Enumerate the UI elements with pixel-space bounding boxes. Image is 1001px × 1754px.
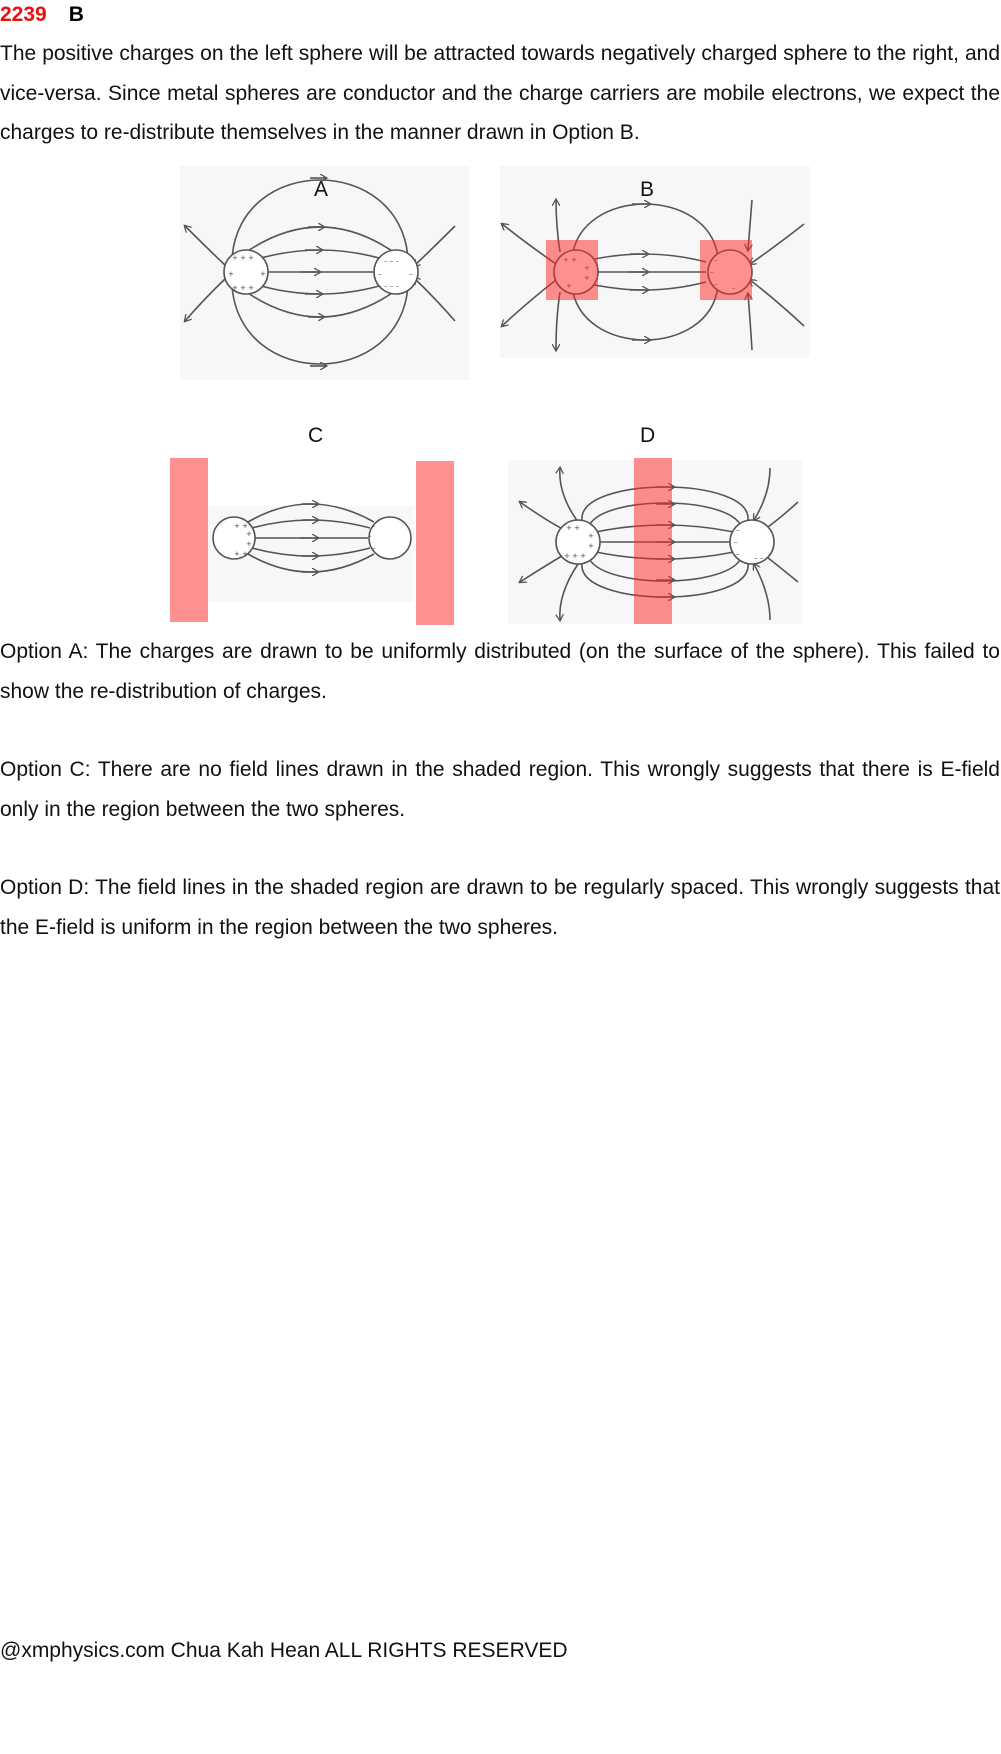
shaded-region-right bbox=[700, 240, 752, 300]
svg-text:+: + bbox=[228, 270, 234, 278]
svg-text:+ + +: + + + bbox=[564, 552, 587, 560]
svg-text:+: + bbox=[588, 532, 594, 540]
figure-option-d bbox=[508, 424, 802, 624]
svg-text:–: – bbox=[736, 550, 740, 558]
intro-paragraph: The positive charges on the left sphere will be attracted towards negatively charged sphere to the right, and vice-versa. Since metal spheres are conductor and the charge carriers are mobile electrons, we expect the charges to re-distribute themselves in the manner drawn in Option B. bbox=[0, 42, 1000, 144]
svg-text:– –: – – bbox=[754, 554, 764, 562]
svg-text:– – –: – – – bbox=[384, 257, 399, 265]
svg-text:–: – bbox=[378, 270, 382, 278]
explanation-option-a: Option A: The charges are drawn to be uniformly distributed (on the surface of the sphere). This failed to show the re-distribution of charges. bbox=[0, 640, 1000, 703]
field-diagram-c bbox=[168, 424, 454, 620]
figure-option-c bbox=[168, 424, 454, 620]
svg-text:–: – bbox=[368, 532, 372, 540]
question-header bbox=[0, 2, 84, 28]
figure-option-a bbox=[180, 166, 470, 380]
figure-label-d: D bbox=[640, 424, 656, 447]
svg-text:+ +: + + bbox=[234, 522, 248, 530]
svg-text:+: + bbox=[588, 542, 594, 550]
explanation-option-d: Option D: The field lines in the shaded region are drawn to be regularly spaced. This wrongly suggests that the E-field is uniform in the region between the two spheres. bbox=[0, 876, 1000, 939]
svg-text:–: – bbox=[372, 544, 376, 552]
svg-text:– – –: – – – bbox=[384, 282, 399, 290]
shaded-region-left bbox=[546, 240, 598, 300]
svg-text:–: – bbox=[372, 522, 376, 530]
figure-label-a: A bbox=[314, 178, 329, 201]
explanation-option-c: Option C: There are no field lines drawn in the shaded region. This wrongly suggests that there is E-field only in the region between the two spheres. bbox=[0, 758, 1000, 821]
figure-label-c: C bbox=[308, 424, 324, 447]
shaded-region-right bbox=[416, 461, 454, 625]
field-diagram-d bbox=[508, 424, 802, 624]
svg-text:–: – bbox=[734, 538, 738, 546]
figure-label-b: B bbox=[640, 178, 655, 201]
svg-text:+ + +: + + + bbox=[232, 254, 255, 262]
svg-text:+: + bbox=[246, 540, 252, 548]
svg-text:+: + bbox=[260, 270, 266, 278]
svg-text:+ +: + + bbox=[566, 524, 580, 532]
copyright-footer: @xmphysics.com Chua Kah Hean ALL RIGHTS RESERVED bbox=[0, 1639, 568, 1662]
shaded-region-middle bbox=[634, 458, 672, 624]
field-diagram-b bbox=[500, 166, 810, 358]
shaded-region-left bbox=[170, 458, 208, 622]
svg-text:+ + +: + + + bbox=[232, 284, 255, 292]
answer-letter: B bbox=[68, 3, 84, 26]
figure-option-b bbox=[500, 166, 810, 358]
question-number: 2239 bbox=[0, 3, 47, 26]
svg-text:+ +: + + bbox=[234, 550, 248, 558]
svg-text:–: – bbox=[409, 270, 413, 278]
svg-text:+: + bbox=[246, 530, 252, 538]
svg-text:–: – bbox=[736, 526, 740, 534]
